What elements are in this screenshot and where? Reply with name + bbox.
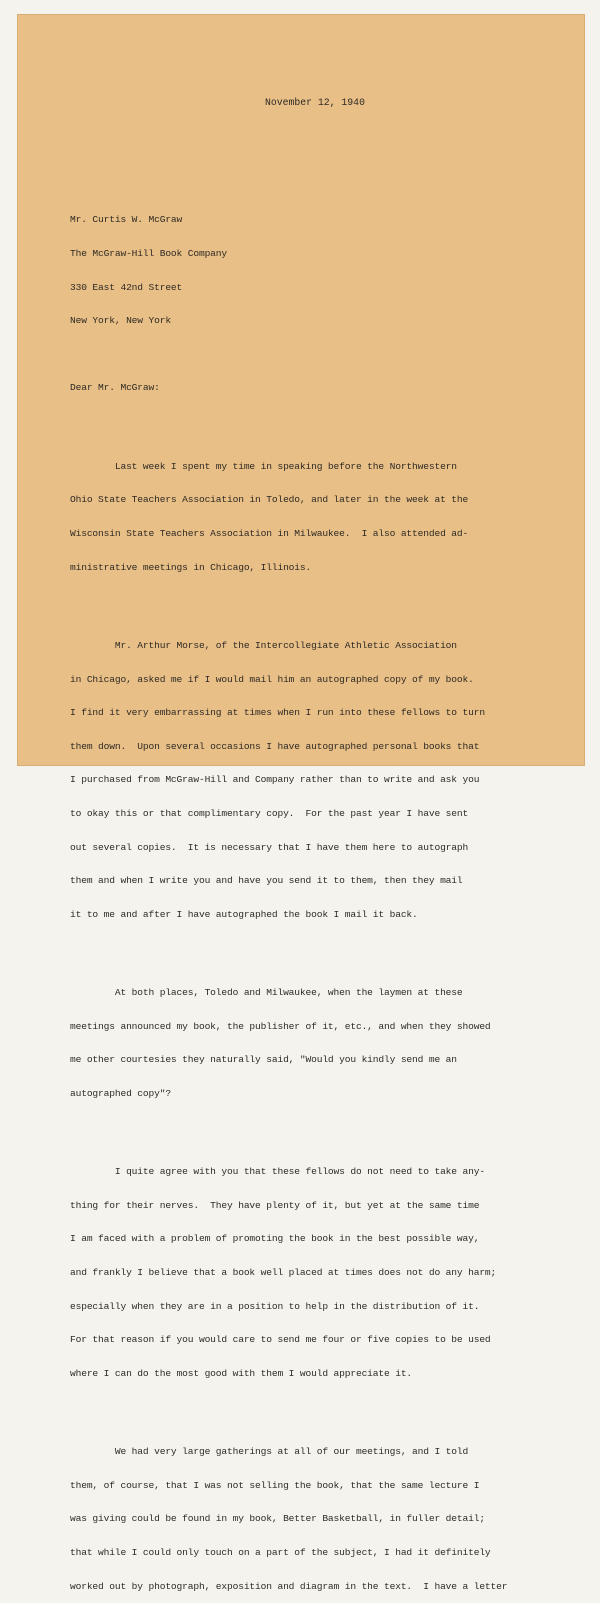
letter-body <box>70 192 540 1603</box>
paragraph-line: them, of course, that I was not selling the book, that the same lecture I <box>70 1479 480 1491</box>
paragraph-line: out several copies. It is necessary that I have them here to autograph <box>70 841 469 853</box>
salutation: Dear Mr. McGraw: <box>70 382 160 394</box>
paragraph-line: worked out by photograph, exposition and diagram in the text. I have a letter <box>70 1580 508 1592</box>
paragraph-line: and frankly I believe that a book well placed at times does not do any harm; <box>70 1267 497 1279</box>
paragraph-line: For that reason if you would care to send me four or five copies to be used <box>70 1334 491 1346</box>
paragraph-line: I find it very embarrassing at times when I run into these fellows to turn <box>70 707 485 719</box>
address-line: New York, New York <box>70 315 171 327</box>
paragraph-line: I am faced with a problem of promoting the book in the best possible way, <box>70 1233 480 1245</box>
paragraph-line: was giving could be found in my book, Better Basketball, in fuller detail; <box>70 1513 485 1525</box>
paragraph-line: I purchased from McGraw-Hill and Company rather than to write and ask you <box>70 774 480 786</box>
paragraph-line: to okay this or that complimentary copy. For the past year I have sent <box>70 807 469 819</box>
paragraph-line: At both places, Toledo and Milwaukee, when the laymen at these <box>70 987 463 999</box>
paragraph-line: meetings announced my book, the publisher of it, etc., and when they showed <box>70 1020 491 1032</box>
paragraph-line: I quite agree with you that these fellows do not need to take any- <box>70 1166 485 1178</box>
paragraph-line: Last week I spent my time in speaking before the Northwestern <box>70 460 457 472</box>
paragraph-line: in Chicago, asked me if I would mail him an autographed copy of my book. <box>70 673 474 685</box>
paragraph-line: thing for their nerves. They have plenty of it, but yet at the same time <box>70 1199 480 1211</box>
address-line: Mr. Curtis W. McGraw <box>70 214 183 226</box>
paragraph-line: Wisconsin State Teachers Association in Milwaukee. I also attended ad- <box>70 527 469 539</box>
paragraph-line: Mr. Arthur Morse, of the Intercollegiate Athletic Association <box>70 639 457 651</box>
paragraph-line: especially when they are in a position to help in the distribution of it. <box>70 1300 480 1312</box>
paragraph-line: it to me and after I have autographed the book I mail it back. <box>70 908 418 920</box>
letter-date: November 12, 1940 <box>265 97 365 108</box>
paragraph-line: We had very large gatherings at all of our meetings, and I told <box>70 1446 469 1458</box>
paragraph-line: ministrative meetings in Chicago, Illinois. <box>70 561 312 573</box>
paragraph-line: autographed copy"? <box>70 1087 171 1099</box>
paragraph-line: me other courtesies they naturally said, "Would you kindly send me an <box>70 1054 457 1066</box>
paragraph-line: that while I could only touch on a part of the subject, I had it definitely <box>70 1546 491 1558</box>
paragraph-line: them down. Upon several occasions I have autographed personal books that <box>70 740 480 752</box>
address-line: 330 East 42nd Street <box>70 281 183 293</box>
paragraph-line: Ohio State Teachers Association in Toledo, and later in the week at the <box>70 494 469 506</box>
paragraph-line: them and when I write you and have you send it to them, then they mail <box>70 875 463 887</box>
paragraph-line: where I can do the most good with them I would appreciate it. <box>70 1367 413 1379</box>
address-line: The McGraw-Hill Book Company <box>70 248 228 259</box>
